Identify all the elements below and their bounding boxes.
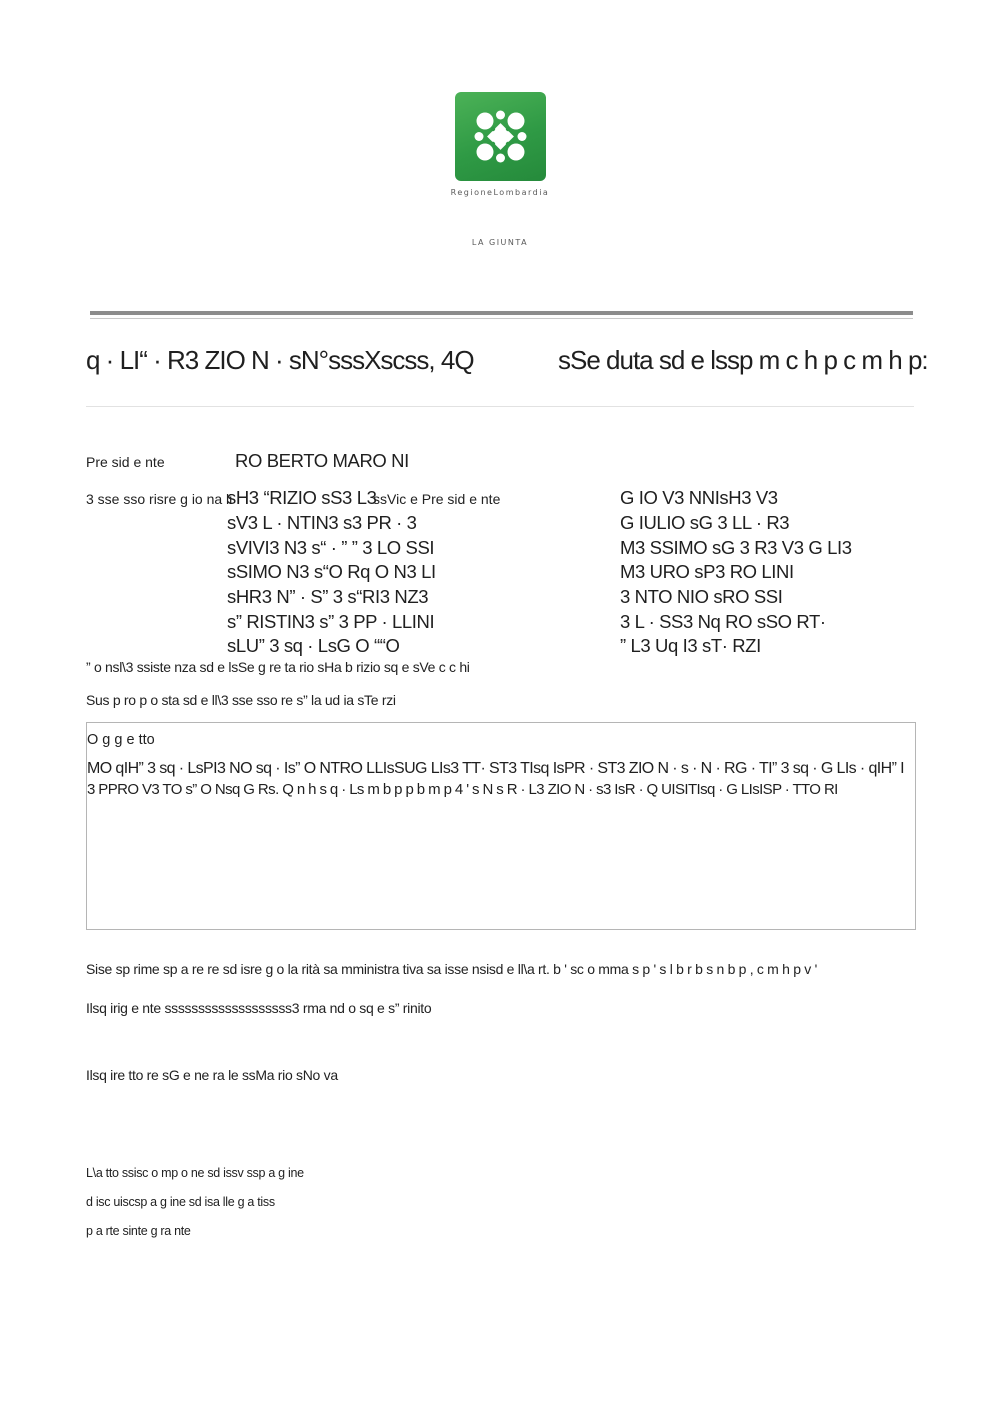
delibera-number: q · LI“ · R3 ZIO N · sN°sssXscss, 4Q: [86, 345, 474, 375]
assessore-right-6: 3 L · SS3 Nq RO sSO RT·: [620, 611, 826, 632]
dirigente-line: Ilsq irig e nte sssssssssssssssssss3 rma nd o sq e s” rinito: [86, 1000, 432, 1016]
assessore-right-3: M3 SSIMO sG 3 R3 V3 G LI3: [620, 537, 852, 558]
assessori-label: 3 sse sso risre g io na li: [86, 491, 233, 507]
oggetto-line-1: MO qIH” 3 sq · LsPI3 NO sq · Is” O NTRO LLIsSUG LIs3 TT· ST3 TIsq IsPR · ST3 ZIO N · s · N · RG · TI” 3 sq · G LIs · qIH” I: [87, 760, 905, 777]
assessore-left-3: sVIVI3 N3 s“ · ” ” 3 LO SSI: [227, 537, 435, 558]
assessore-left-7: sLU” 3 sq · LsG O ““O: [227, 635, 400, 656]
regione-lombardia-logo: [455, 92, 546, 181]
assessore-right-2: G IULIO sG 3 LL · R3: [620, 512, 790, 533]
parere-line: Sise sp rime sp a re re sd isre g o la rità sa mministra tiva sa isse nsisd e ll\a rt. b ' sc o mma s p ' s l b r b s n b p , c m h p v ': [86, 961, 817, 977]
brand-name: RegioneLombardia: [450, 188, 550, 197]
presidente-name: RO BERTO MARO NI: [235, 450, 409, 471]
footer-integrante-line: p a rte sinte g ra nte: [86, 1224, 191, 1238]
seduta-date: sSe duta sd e lssp m c h p c m h p:: [558, 345, 928, 375]
oggetto-label: O g g e tto: [87, 732, 155, 748]
assessore-right-1: G IO V3 NNIsH3 V3: [620, 487, 778, 508]
assessore-left-4: sSIMO N3 s“O Rq O N3 LI: [227, 561, 436, 582]
proposta-line: Sus p ro p o sta sd e ll\3 sse sso re s” la ud ia sTe rzi: [86, 692, 396, 708]
assessore-left-1: sH3 “RIZIO sS3 L3: [227, 487, 377, 508]
vice-presidente-label: ssVic e Pre sid e nte: [373, 491, 501, 507]
assessore-left-5: sHR3 N” · S” 3 s“RI3 NZ3: [227, 586, 429, 607]
assessore-right-5: 3 NTO NIO sRO SSI: [620, 586, 783, 607]
header-divider: [90, 311, 913, 315]
direttore-line: Ilsq ire tto re sG e ne ra le ssMa rio sNo va: [86, 1067, 338, 1083]
assessore-right-7: ” L3 Uq I3 sT· RZI: [620, 635, 761, 656]
footer-allegati-line: d isc uiscsp a g ine sd isa lle g a tiss: [86, 1195, 275, 1209]
oggetto-box: [86, 722, 916, 930]
rosa-camuna-icon: [455, 92, 546, 181]
segretario-line: ” o nsl\3 ssiste nza sd e lsSe g re ta rio sHa b rizio sq e sVe c c hi: [86, 659, 470, 675]
assessore-right-4: M3 URO sP3 RO LINI: [620, 561, 794, 582]
assessore-left-6: s” RISTIN3 s” 3 PP · LLINI: [227, 611, 435, 632]
assessore-left-2: sV3 L · NTIN3 s3 PR · 3: [227, 512, 417, 533]
presidente-label: Pre sid e nte: [86, 454, 165, 470]
footer-pages-line: L\a tto ssisc o mp o ne sd issv ssp a g ine: [86, 1166, 304, 1180]
section-divider: [86, 406, 914, 407]
oggetto-line-2: 3 PPRO V3 TO s” O Nsq G Rs. Q n h s q · Ls m b p p b m p 4 ' s N s R · L3 ZIO N · s3 IsR · Q UISITIsq · G LIsISP · TTO RI: [87, 781, 838, 798]
header-divider-thin: [90, 318, 913, 319]
brand-subtitle: LA GIUNTA: [471, 238, 529, 247]
